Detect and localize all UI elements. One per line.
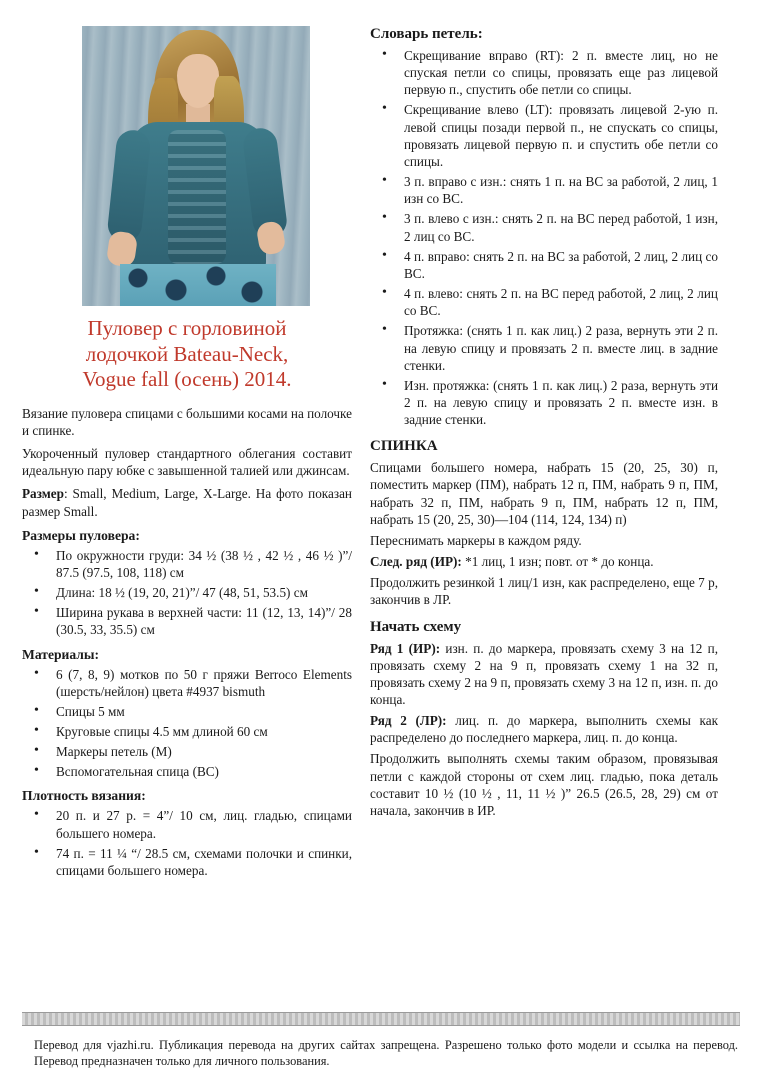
list-item: • Длина: 18 ½ (19, 20, 21)”/ 47 (48, 51, 53.5) см [22,584,352,601]
list-item: • Изн. протяжка: (снять 1 п. как лиц.) 2 раза, вернуть эти 2 п. на левую спицу и провязать 2 п. вместе изн. в задние стенки. [370,377,718,428]
final-paragraph: Продолжить выполнять схемы таким образом, провязывая петли с каждой стороны от схем лиц. гладью, пока деталь составит 10 ½ (10 ½ , 11, 11 ½ )” 26.5 (26.5, 28, 29) см от начала, закончив в ИР. [370,751,718,818]
list-item: • Вспомогательная спица (ВС) [22,763,352,780]
list-item: • 3 п. вправо с изн.: снять 1 п. на ВС за работой, 2 лиц, 1 изн со ВС. [370,173,718,207]
intro-paragraph-1: Вязание пуловера спицами с большими косами на полочке и спинке. [22,405,352,438]
glossary-heading-text: Словарь петель [370,26,478,42]
photo-cable-pattern [168,130,226,264]
back-paragraph-1: Спицами большего номера, набрать 15 (20, 25, 30) п, поместить маркер (ПМ), набрать 12 п, ПМ, набрать 9 п, ПМ, набрать 32 п, ПМ, набрать 9 п, ПМ, набрать 12 п, ПМ, набрать 15 (20, 25, 30)—104 (114, 124, 134) п) [370,460,718,527]
size-value: : Small, Medium, Large, X-Large. На фото показан размер Small. [22,486,352,519]
row-1-instruction [370,640,718,709]
glossary-heading-colon: : [477,26,483,42]
footer-notice: Перевод для vjazhi.ru. Публикация перевода на других сайтах запрещена. Разрешено только фото модели и ссылка на перевод. Перевод предназначен только для личного пользования. [34,1037,738,1069]
page-title [22,316,352,393]
materials-list [22,666,352,781]
glossary-list [370,47,718,428]
row-2-instruction [370,712,718,746]
left-column [22,26,352,883]
measurements-list [22,547,352,639]
materials-heading-colon: : [94,646,100,662]
list-item: • Скрещивание вправо (RT): 2 п. вместе лиц, но не спуская петли со спицы, провязать еще раз лицевой первую п., спустить обе петли со спицы. [370,47,718,98]
photo-image [82,26,310,306]
size-line [22,485,352,519]
list-item: • 6 (7, 8, 9) мотков по 50 г пряжи Berroco Elements (шерсть/нейлон) цвета #4937 bismuth [22,666,352,700]
back-section-heading: СПИНКА [370,438,438,455]
footer-divider [22,1012,740,1026]
list-item: • Круговые спицы 4.5 мм длиной 60 см [22,723,352,740]
list-item: • По окружности груди: 34 ½ (38 ½ , 42 ½ , 46 ½ )”/ 87.5 (97.5, 108, 118) см [22,547,352,581]
model-photo [82,26,310,306]
list-item: • 74 п. = 11 ¼ “/ 28.5 см, схемами полочки и спинки, спицами большего номера. [22,845,352,879]
measurements-heading: Размеры пуловера: [22,527,140,543]
row-1-label: Ряд 1 (ИР): [370,640,441,656]
photo-skirt [120,264,276,306]
list-item: • Протяжка: (снять 1 п. как лиц.) 2 раза, вернуть эти 2 п. на левую спицу и провязать 2 п. вместе лиц. в задние стенки. [370,322,718,373]
next-row-label: След. ряд (ИР): [370,554,462,570]
chart-section-heading: Начать схему [370,618,462,635]
title-line-2: лодочкой Bateau-Neck, [85,341,289,366]
materials-heading [22,647,352,663]
gauge-heading: Плотность вязания: [22,788,146,804]
two-column-layout [22,26,740,883]
row-2-label: Ряд 2 (ЛР): [370,713,447,729]
gauge-list [22,807,352,879]
glossary-heading [370,26,718,43]
next-row-instruction [370,553,718,570]
intro-paragraph-2: Укороченный пуловер стандартного облегания составит идеальную пару юбке с завышенной талией или джинсам. [22,446,352,479]
list-item: • 4 п. вправо: снять 2 п. на ВС за работой, 2 лиц, 2 лиц со ВС. [370,248,718,282]
size-label: Размер [22,486,64,502]
row-1-text: изн. п. до маркера, провязать схему 3 на 12 п, провязать схему 2 на 9 п, провязать схему 1 на 32 п, провязать схему 2 на 9 п, провязать схему 3 на 12 п, изн. п. до конца. [370,640,718,707]
list-item: • 20 п. и 27 р. = 4”/ 10 см, лиц. гладью, спицами большего номера. [22,807,352,841]
list-item: • Скрещивание влево (LT): провязать лицевой 2-ую п. левой спицы позади первой п., не спускать со спицы, провязать лицевой первую п. и спустить обе петли со спицы. [370,101,718,170]
title-line-3: Vogue fall (осень) 2014. [82,367,292,392]
row-2-text: лиц. п. до маркера, выполнить схемы как распределено до последнего маркера, лиц. п. до конца. [370,713,718,746]
list-item: • 3 п. влево с изн.: снять 2 п. на ВС перед работой, 1 изн, 2 лиц со ВС. [370,210,718,244]
title-line-1: Пуловер с горловиной [87,316,287,340]
right-column [370,26,718,823]
back-paragraph-2: Переснимать маркеры в каждом ряду. [370,532,582,548]
list-item: • 4 п. влево: снять 2 п. на ВС перед работой, 2 лиц, 2 лиц со ВС. [370,285,718,319]
materials-heading-text: Материалы [22,646,95,662]
next-row-text: *1 лиц, 1 изн; повт. от * до конца. [461,554,654,570]
list-item: • Маркеры петель (М) [22,743,352,760]
list-item: • Ширина рукава в верхней части: 11 (12, 13, 14)”/ 28 (30.5, 33, 35.5) см [22,604,352,638]
list-item: • Спицы 5 мм [22,703,352,720]
back-paragraph-3: Продолжить резинкой 1 лиц/1 изн, как распределено, еще 7 р, закончив в ЛР. [370,575,718,608]
